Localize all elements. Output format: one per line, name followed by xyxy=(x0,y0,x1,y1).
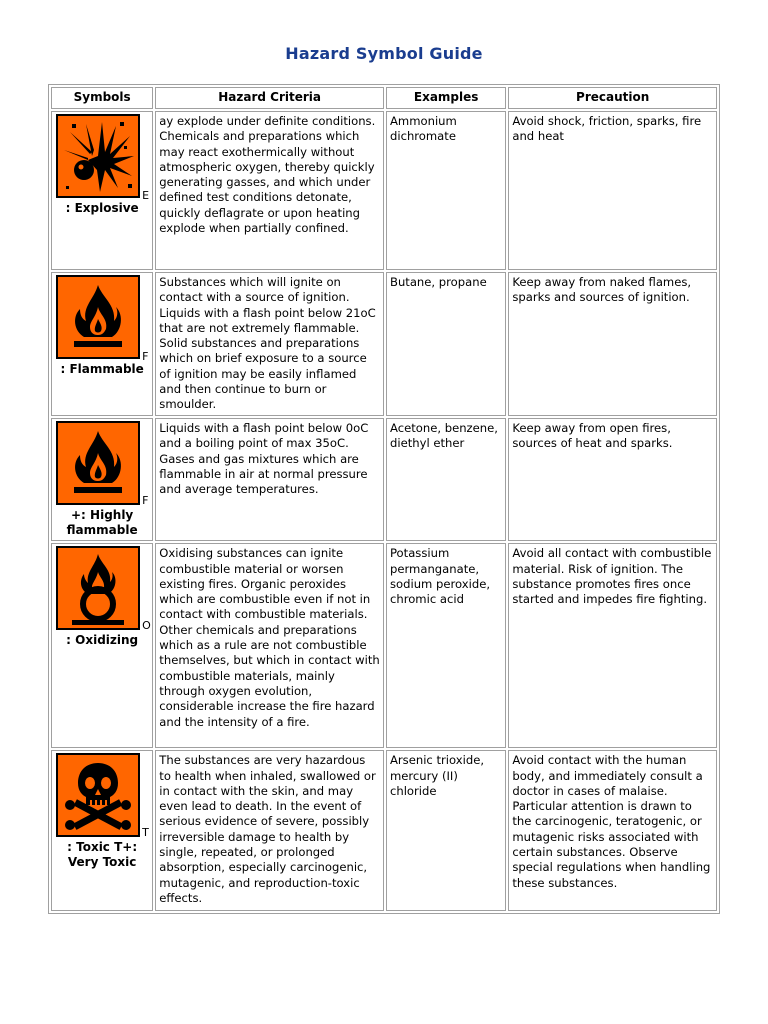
symbol-cell xyxy=(51,418,153,541)
precaution-cell: Avoid shock, friction, sparks, fire and heat xyxy=(508,111,717,270)
table-row xyxy=(51,272,717,416)
precaution-cell: Avoid all contact with combustible material. Risk of ignition. The substance promotes fires once started and impedes fire fighting. xyxy=(508,543,717,748)
examples-cell: Ammonium dichromate xyxy=(386,111,506,270)
criteria-cell: Substances which will ignite on contact with a source of ignition. Liquids with a flash point below 21oC that are not extremely flammable. Solid substances and preparations which on brief exposure to a source of ignition may be easily inflamed and then continue to burn or smoulder. xyxy=(155,272,384,416)
symbol-label: : Explosive xyxy=(65,201,139,215)
precaution-cell: Avoid contact with the human body, and immediately consult a doctor in cases of malaise. Particular attention is drawn to the carcinogenic, teratogenic, or mutagenic risks associated with certain substances. Observe special regulations when handling these substances. xyxy=(508,750,717,911)
table-row xyxy=(51,543,717,748)
header-row xyxy=(51,87,717,109)
symbol-label: : Flammable xyxy=(60,362,144,376)
hazard-letter: O xyxy=(142,619,151,633)
table-row xyxy=(51,750,717,911)
symbol-cell xyxy=(51,750,153,911)
hazard-letter: E xyxy=(142,189,150,202)
flame-icon xyxy=(56,275,140,359)
flame-over-circle-icon xyxy=(56,546,140,630)
symbol-cell xyxy=(51,272,153,416)
precaution-cell: Keep away from naked flames, sparks and sources of ignition. xyxy=(508,272,717,416)
examples-cell: Potassium permanganate, sodium peroxide, chromic acid xyxy=(386,543,506,748)
hazard-letter: F xyxy=(142,350,149,363)
examples-cell: Acetone, benzene, diethyl ether xyxy=(386,418,506,541)
hazard-letter: T xyxy=(142,826,149,840)
flame-icon xyxy=(56,421,140,505)
hazard-table xyxy=(48,84,720,914)
explosive-icon xyxy=(56,114,140,198)
criteria-cell: ay explode under definite conditions. Chemicals and preparations which may react exothermically without atmospheric oxygen, thereby quickly generating gasses, and which under defined test conditions detonate, quickly deflagrate or upon heating explode when partially confined. xyxy=(155,111,384,270)
table-row xyxy=(51,111,717,270)
criteria-cell: Liquids with a flash point below 0oC and a boiling point of max 35oC. Gases and gas mixtures which are flammable in air at normal pressure and average temperatures. xyxy=(155,418,384,541)
symbol-label: +: Highly flammable xyxy=(66,508,138,537)
header-symbols: Symbols xyxy=(51,87,153,109)
criteria-cell: The substances are very hazardous to health when inhaled, swallowed or in contact with the skin, and may even lead to death. In the event of serious evidence of severe, possibly irreversible damage to health by single, repeated, or prolonged absorption, especially carcinogenic, mutagenic, and reproduction-toxic effects. xyxy=(155,750,384,911)
header-hazard-criteria: Hazard Criteria xyxy=(155,87,384,109)
page-title: Hazard Symbol Guide xyxy=(285,44,483,63)
header-precaution: Precaution xyxy=(508,87,717,109)
symbol-label: : Toxic T+: Very Toxic xyxy=(67,840,138,870)
header-examples: Examples xyxy=(386,87,506,109)
symbol-cell xyxy=(51,111,153,270)
symbol-label: : Oxidizing xyxy=(66,633,139,648)
table-row xyxy=(51,418,717,541)
skull-crossbones-icon xyxy=(56,753,140,837)
symbol-cell xyxy=(51,543,153,748)
examples-cell: Arsenic trioxide, mercury (II) chloride xyxy=(386,750,506,911)
precaution-cell: Keep away from open fires, sources of heat and sparks. xyxy=(508,418,717,541)
criteria-cell: Oxidising substances can ignite combustible material or worsen existing fires. Organic peroxides which are combustible even if not in contact with combustible materials. Other chemicals and preparations which as a rule are not combustible themselves, but which in contact with combustible materials, mainly through oxygen evolution, considerable increase the fire hazard and the intensity of a fire. xyxy=(155,543,384,748)
examples-cell: Butane, propane xyxy=(386,272,506,416)
hazard-letter: F xyxy=(142,494,149,507)
